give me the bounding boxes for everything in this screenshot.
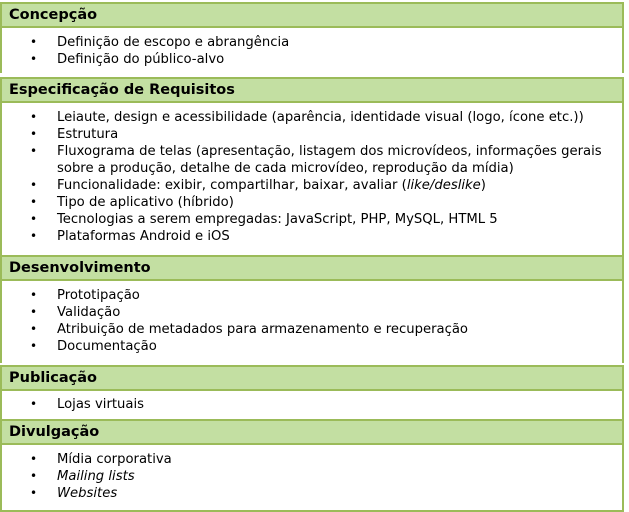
bullet-icon: • — [30, 144, 38, 158]
section-header: Concepção — [0, 2, 624, 28]
list-item: • Mailing lists — [30, 469, 135, 484]
bullet-icon: • — [30, 178, 38, 192]
bullet-icon: • — [30, 452, 38, 466]
bullet-icon: • — [30, 52, 38, 66]
list-item: • Mídia corporativa — [30, 452, 172, 467]
bullet-icon: • — [30, 322, 38, 336]
list-item: • Validação — [30, 305, 121, 320]
bullet-icon: • — [30, 288, 38, 302]
list-item: • Estrutura — [30, 127, 119, 142]
bullet-icon: • — [30, 127, 38, 141]
bullet-icon: • — [30, 35, 38, 49]
section-body — [0, 445, 624, 512]
list-item: • Websites — [30, 486, 118, 501]
list-item: • Atribuição de metadados para armazenamento e recuperação — [30, 322, 468, 337]
bullet-list — [2, 34, 622, 68]
list-item: • Prototipação — [30, 288, 140, 303]
list-item: • Funcionalidade: exibir, compartilhar, baixar, avaliar (like/deslike) — [30, 178, 486, 193]
section-body — [0, 103, 624, 255]
section-body — [0, 391, 624, 419]
list-item: • Fluxograma de telas (apresentação, listagem dos microvídeos, informações gerais sobre a produção, detalhe de cada microvídeo, reprodução da mídia) — [30, 144, 602, 176]
list-item: • Plataformas Android e iOS — [30, 229, 230, 244]
section-header: Desenvolvimento — [0, 255, 624, 281]
bullet-icon: • — [30, 110, 38, 124]
bullet-icon: • — [30, 229, 38, 243]
bullet-list — [2, 109, 622, 245]
bullet-icon: • — [30, 469, 38, 483]
bullet-icon: • — [30, 195, 38, 209]
bullet-list — [2, 396, 622, 413]
list-item: • Lojas virtuais — [30, 397, 145, 412]
bullet-icon: • — [30, 212, 38, 226]
section-header: Especificação de Requisitos — [0, 77, 624, 103]
section-body — [0, 28, 624, 73]
section-header: Divulgação — [0, 419, 624, 445]
list-item: • Documentação — [30, 339, 157, 354]
list-item: • Tipo de aplicativo (híbrido) — [30, 195, 234, 210]
list-item: • Leiaute, design e acessibilidade (aparência, identidade visual (logo, ícone etc.)) — [30, 110, 584, 125]
bullet-icon: • — [30, 305, 38, 319]
bullet-list — [2, 287, 622, 355]
list-item: • Definição do público-alvo — [30, 52, 225, 67]
bullet-icon: • — [30, 397, 38, 411]
bullet-icon: • — [30, 339, 38, 353]
section-body — [0, 281, 624, 363]
list-item: • Definição de escopo e abrangência — [30, 35, 290, 50]
section-header: Publicação — [0, 365, 624, 391]
bullet-list — [2, 451, 622, 502]
list-item: • Tecnologias a serem empregadas: JavaScript, PHP, MySQL, HTML 5 — [30, 212, 498, 227]
bullet-icon: • — [30, 486, 38, 500]
